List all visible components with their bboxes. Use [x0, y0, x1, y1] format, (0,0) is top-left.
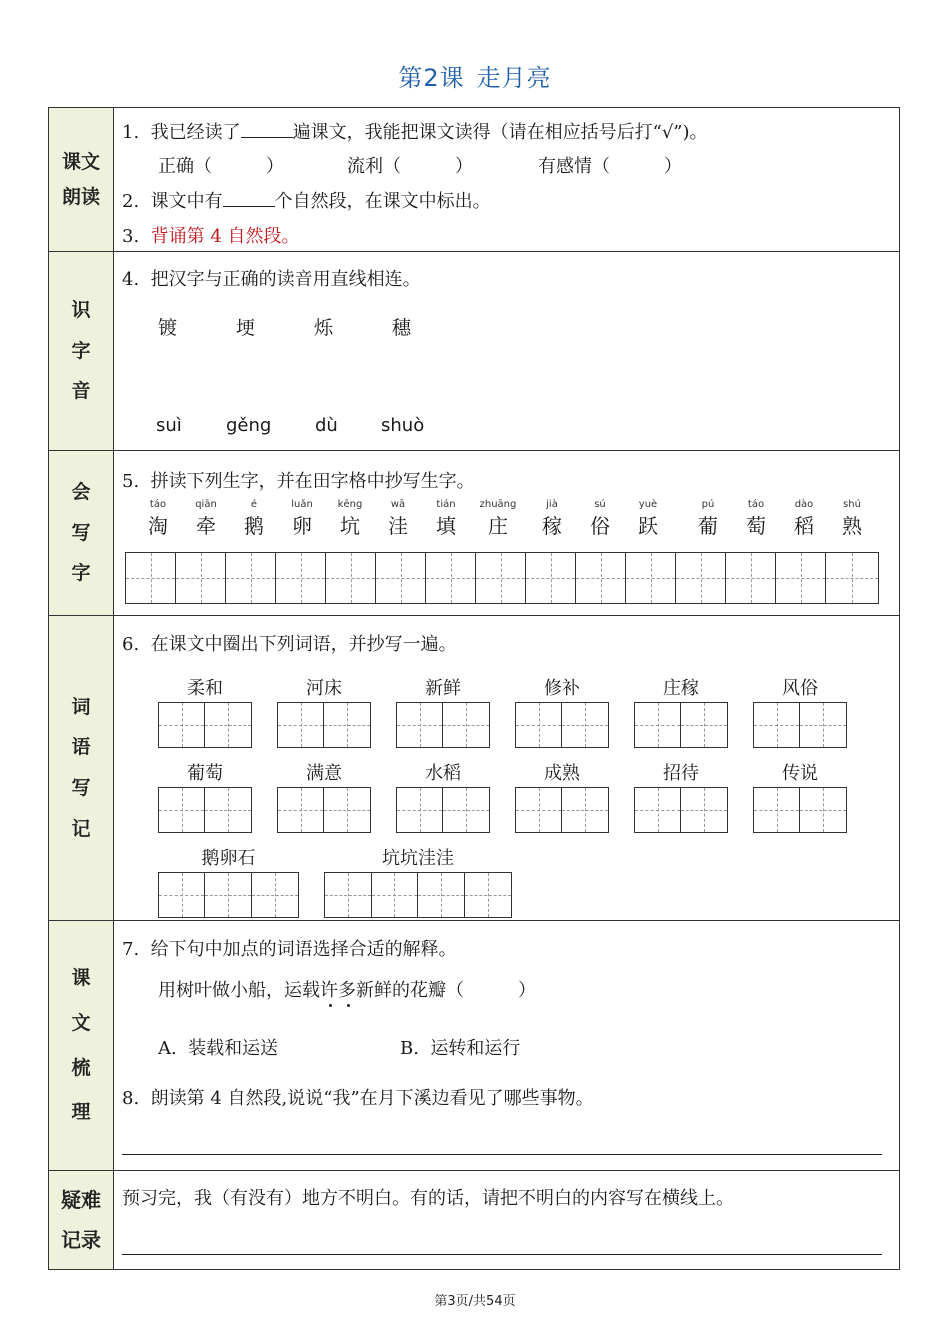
word-grid[interactable]: [634, 702, 728, 748]
section-label-comprehension: 课 文 梳 理: [49, 921, 113, 1170]
row-divider: [48, 450, 900, 451]
vocab-word: 修补: [544, 678, 580, 699]
tianzige-row[interactable]: [125, 552, 879, 604]
word-grid[interactable]: [515, 787, 609, 833]
section-label-pronounce: 识 字 音: [49, 252, 113, 450]
answer-line[interactable]: [122, 1154, 882, 1155]
vocab-word: 风俗: [782, 678, 818, 699]
row-divider: [48, 1170, 900, 1171]
new-character: 葡: [698, 514, 718, 538]
word-grid[interactable]: [324, 872, 512, 918]
row-divider: [48, 615, 900, 616]
char-pinyin: pú: [701, 499, 715, 510]
word-grid[interactable]: [753, 787, 847, 833]
new-character: 俗: [590, 514, 610, 538]
word-grid[interactable]: [753, 702, 847, 748]
vocab-word: 柔和: [187, 678, 223, 699]
char-pinyin: táo: [747, 499, 765, 510]
word-grid[interactable]: [158, 872, 299, 918]
question-6: 6. 在课文中圈出下列词语，并抄写一遍。: [122, 634, 457, 655]
vocab-word: 水稻: [425, 763, 461, 784]
new-character: 鹅: [244, 514, 264, 538]
q1-option-fluent[interactable]: 流利（ ）: [347, 156, 473, 177]
new-character: 庄: [488, 514, 508, 538]
section-label-writing: 会 写 字: [49, 451, 113, 615]
new-character: 稻: [794, 514, 814, 538]
emphasis-dot: [329, 1004, 332, 1007]
question-5: 5. 拼读下列生字，并在田字格中抄写生字。: [122, 471, 475, 492]
char-pinyin: shú: [843, 499, 861, 510]
q7-sentence: 用树叶做小船，运载许多新鲜的花瓣（ ）: [158, 980, 536, 1001]
new-character: 淘: [148, 514, 168, 538]
vocab-word: 成熟: [544, 763, 580, 784]
vocab-word: 鹅卵石: [201, 848, 256, 869]
word-grid[interactable]: [277, 702, 371, 748]
new-character: 萄: [746, 514, 766, 538]
char-pinyin: sú: [594, 499, 606, 510]
q1-option-emotion[interactable]: 有感情（ ）: [538, 156, 682, 177]
vocab-word: 河床: [306, 678, 342, 699]
match-pinyin[interactable]: suì: [156, 415, 182, 436]
recite-instruction: 背诵第 4 自然段。: [150, 226, 300, 247]
lesson-number: 第2课: [398, 64, 465, 92]
vocab-word: 招待: [663, 763, 699, 784]
q7-option-a[interactable]: A. 装载和运送: [158, 1038, 279, 1059]
char-pinyin: qiān: [195, 499, 217, 510]
char-pinyin: dào: [794, 499, 814, 510]
vocab-word: 满意: [306, 763, 342, 784]
emphasis-dot: [347, 1004, 350, 1007]
vocab-word: 传说: [782, 763, 818, 784]
char-pinyin: wā: [390, 499, 406, 510]
vocab-word: 坑坑洼洼: [382, 848, 454, 869]
section-label-reading: 课文 朗读: [49, 108, 113, 251]
page-number: 第3页/共54页: [434, 1294, 516, 1309]
answer-blank[interactable]: [241, 121, 293, 138]
char-pinyin: táo: [149, 499, 167, 510]
word-grid[interactable]: [158, 702, 252, 748]
q1-option-correct[interactable]: 正确（ ）: [158, 156, 284, 177]
word-grid[interactable]: [396, 702, 490, 748]
new-character: 熟: [842, 514, 862, 538]
row-divider: [48, 251, 900, 252]
question-8: 8. 朗读第 4 自然段,说说“我”在月下溪边看见了哪些事物。: [122, 1088, 594, 1109]
page-title: [0, 58, 950, 93]
char-pinyin: kēng: [337, 499, 363, 510]
char-pinyin: tián: [436, 499, 456, 510]
match-pinyin[interactable]: gěng: [226, 415, 272, 436]
section-label-words: 词 语 写 记: [49, 616, 113, 920]
row-divider: [48, 920, 900, 921]
match-pinyin[interactable]: shuò: [381, 415, 425, 436]
vocab-word: 新鲜: [425, 678, 461, 699]
char-pinyin: zhuāng: [479, 499, 517, 510]
new-character: 洼: [388, 514, 408, 538]
match-character[interactable]: 烁: [314, 317, 334, 339]
q7-option-b[interactable]: B. 运转和运行: [400, 1038, 521, 1059]
new-character: 跃: [638, 514, 658, 538]
new-character: 填: [436, 514, 456, 538]
word-grid[interactable]: [515, 702, 609, 748]
new-character: 卵: [292, 514, 312, 538]
match-character[interactable]: 穗: [392, 317, 412, 339]
question-1: 1. 我已经读了 遍课文，我能把课文读得（请在相应括号后打“√”)。: [122, 122, 708, 143]
questions-prompt: 预习完，我（有没有）地方不明白。有的话，请把不明白的内容写在横线上。: [122, 1188, 734, 1209]
word-grid[interactable]: [634, 787, 728, 833]
match-pinyin[interactable]: dù: [315, 415, 338, 436]
new-character: 稼: [542, 514, 562, 538]
vocab-word: 葡萄: [187, 763, 223, 784]
question-4: 4. 把汉字与正确的读音用直线相连。: [122, 269, 421, 290]
char-pinyin: é: [250, 499, 258, 510]
question-2: 2. 课文中有 个自然段，在课文中标出。: [122, 191, 491, 212]
section-label-questions: 疑难 记录: [49, 1171, 113, 1269]
word-grid[interactable]: [158, 787, 252, 833]
match-character[interactable]: 镀: [158, 317, 178, 339]
char-pinyin: jià: [546, 499, 558, 510]
question-7: 7. 给下句中加点的词语选择合适的解释。: [122, 939, 457, 960]
new-character: 坑: [340, 514, 360, 538]
answer-line[interactable]: [122, 1254, 882, 1255]
match-character[interactable]: 埂: [236, 317, 256, 339]
label-column-divider: [113, 107, 114, 1270]
word-grid[interactable]: [277, 787, 371, 833]
char-pinyin: luǎn: [291, 499, 313, 510]
new-character: 牵: [196, 514, 216, 538]
lesson-name: 走月亮: [476, 64, 552, 92]
answer-blank[interactable]: [223, 190, 275, 207]
word-grid[interactable]: [396, 787, 490, 833]
vocab-word: 庄稼: [663, 678, 699, 699]
char-pinyin: yuè: [638, 499, 658, 510]
question-3: 3. 背诵第 4 自然段。: [122, 226, 300, 247]
